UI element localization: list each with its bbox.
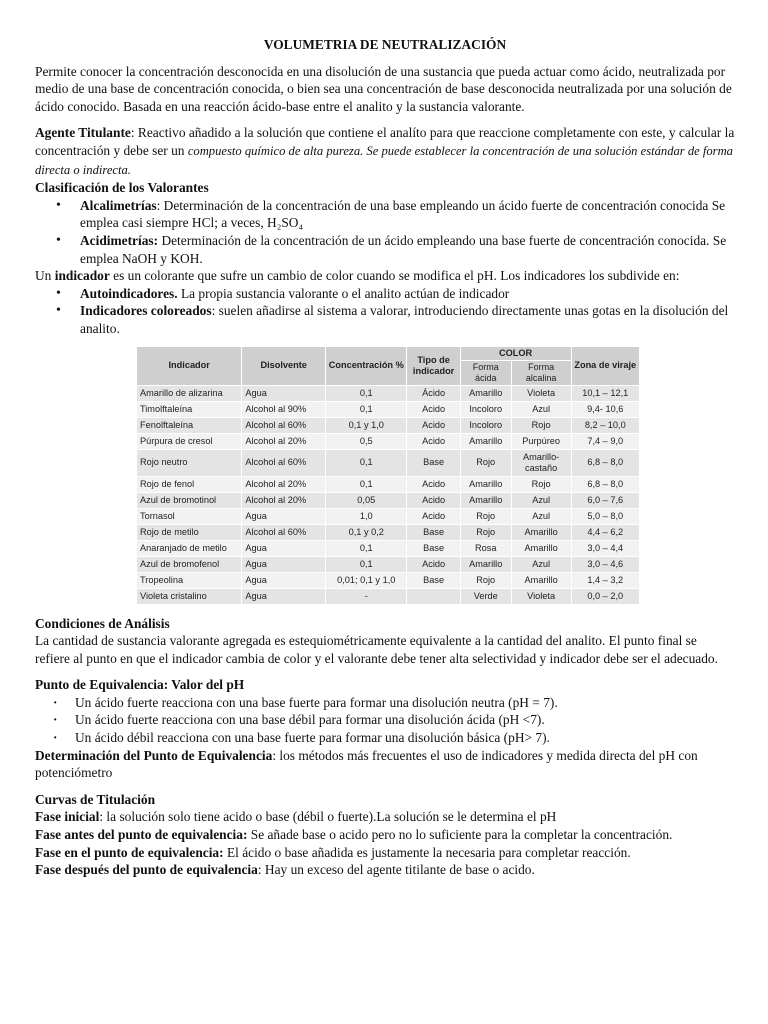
header-forma-acida: Forma ácida	[460, 360, 511, 385]
cell-zona: 9,4- 10,6	[571, 401, 640, 417]
cell-forma-acida: Amarillo	[460, 385, 511, 401]
cell-concentracion: 0,5	[326, 433, 407, 449]
cell-forma-acida: Amarillo	[460, 492, 511, 508]
equivalencia-list	[35, 694, 735, 747]
indicator-table-wrapper	[136, 346, 640, 605]
curvas-line: Fase en el punto de equivalencia: El ácido o base añadida es justamente la necesaria para completar reacción.	[35, 844, 631, 860]
cell-forma-alcalina: Azul	[511, 556, 571, 572]
cell-disolvente: Agua	[242, 588, 326, 604]
cell-forma-alcalina: Azul	[511, 401, 571, 417]
determinacion-paragraph: Determinación del Punto de Equivalencia: los métodos más frecuentes el uso de indicadores y medida directa del pH con potenciómetro	[35, 747, 698, 781]
cell-disolvente: Alcohol al 20%	[242, 492, 326, 508]
cell-zona: 1,4 – 3,2	[571, 572, 640, 588]
header-tipo: Tipo de indicador	[407, 346, 460, 385]
list-item: • Autoindicadores. La propia sustancia valorante o el analito actúan de indicador	[80, 285, 735, 303]
cell-forma-acida: Rojo	[460, 449, 511, 476]
cell-tipo: Base	[407, 572, 460, 588]
cell-zona: 6,0 – 7,6	[571, 492, 640, 508]
cell-forma-acida: Verde	[460, 588, 511, 604]
table-row	[137, 433, 640, 449]
cell-forma-acida: Incoloro	[460, 401, 511, 417]
indicador-list	[35, 285, 735, 338]
cell-zona: 6,8 – 8,0	[571, 449, 640, 476]
cell-concentracion: 0,1	[326, 556, 407, 572]
cell-tipo	[407, 588, 460, 604]
cell-disolvente: Agua	[242, 556, 326, 572]
cell-concentracion: 0,1	[326, 385, 407, 401]
intro-paragraph: Permite conocer la concentración desconocida en una disolución de una sustancia que pueda actuar como ácido, neutralizada por medio de una base de concentración conocida, o bien sea una concentración de base desconocida neutralizada por una solución de ácido conocido. Basada en una reacción ácido-base entre el analito y la sustancia valorante.	[35, 63, 732, 114]
cell-forma-acida: Rosa	[460, 540, 511, 556]
cell-forma-acida: Rojo	[460, 508, 511, 524]
agente-titulante-paragraph	[35, 124, 735, 179]
cell-zona: 6,8 – 8,0	[571, 476, 640, 492]
cell-tipo: Acido	[407, 476, 460, 492]
table-row	[137, 588, 640, 604]
cell-indicador: Violeta cristalino	[137, 588, 242, 604]
table-row	[137, 492, 640, 508]
cell-tipo: Acido	[407, 508, 460, 524]
page-title: VOLUMETRIA DE NEUTRALIZACIÓN	[263, 37, 507, 52]
header-concentracion: Concentración %	[326, 346, 407, 385]
cell-zona: 4,4 – 6,2	[571, 524, 640, 540]
cell-tipo: Base	[407, 540, 460, 556]
cell-forma-acida: Incoloro	[460, 417, 511, 433]
cell-tipo: Base	[407, 524, 460, 540]
header-zona: Zona de viraje	[571, 346, 640, 385]
indicator-table-body	[137, 385, 640, 604]
cell-indicador: Amarillo de alizarina	[137, 385, 242, 401]
cell-disolvente: Agua	[242, 572, 326, 588]
cell-indicador: Rojo de metilo	[137, 524, 242, 540]
cell-disolvente: Agua	[242, 540, 326, 556]
table-row	[137, 508, 640, 524]
cell-concentracion: 0,1	[326, 540, 407, 556]
curvas-heading: Curvas de Titulación	[35, 791, 156, 807]
cell-forma-alcalina: Violeta	[511, 588, 571, 604]
cell-zona: 10,1 – 12,1	[571, 385, 640, 401]
agente-label: Agente Titulante	[35, 125, 131, 141]
cell-disolvente: Alcohol al 90%	[242, 401, 326, 417]
cell-disolvente: Alcohol al 60%	[242, 449, 326, 476]
cell-disolvente: Alcohol al 60%	[242, 524, 326, 540]
cell-disolvente: Alcohol al 20%	[242, 433, 326, 449]
list-item: • Acidimetrías: Determinación de la concentración de un ácido empleando una base fuerte de concentración conocida. Se emplea NaOH y KOH.	[80, 232, 735, 267]
cell-forma-alcalina: Rojo	[511, 476, 571, 492]
cell-tipo: Acido	[407, 433, 460, 449]
cell-indicador: Azul de bromotinol	[137, 492, 242, 508]
equivalencia-heading: Punto de Equivalencia: Valor del pH	[35, 677, 245, 693]
cell-forma-alcalina: Azul	[511, 508, 571, 524]
cell-forma-acida: Amarillo	[460, 556, 511, 572]
curvas-line: Fase antes del punto de equivalencia: Se añade base o acido pero no lo suficiente para la completar la concentración.	[35, 827, 673, 843]
cell-indicador: Anaranjado de metilo	[137, 540, 242, 556]
list-item: • Indicadores coloreados: suelen añadirse al sistema a valorar, introduciendo directamente unas gotas en la disolución del analito.	[80, 302, 735, 337]
table-row	[137, 401, 640, 417]
indicador-paragraph: Un indicador es un colorante que sufre un cambio de color cuando se modifica el pH. Los indicadores los subdivide en:	[35, 268, 680, 284]
cell-zona: 0,0 – 2,0	[571, 588, 640, 604]
header-forma-alcalina: Forma alcalina	[511, 360, 571, 385]
cell-forma-alcalina: Amarillo-castaño	[511, 449, 571, 476]
cell-indicador: Fenolftaleína	[137, 417, 242, 433]
cell-forma-alcalina: Violeta	[511, 385, 571, 401]
clasificacion-list	[35, 197, 735, 267]
cell-zona: 3,0 – 4,4	[571, 540, 640, 556]
list-item: · Un ácido fuerte reacciona con una base fuerte para formar una disolución neutra (pH = 7).	[75, 694, 735, 712]
cell-concentracion: 0,01; 0,1 y 1,0	[326, 572, 407, 588]
table-row	[137, 476, 640, 492]
table-row	[137, 385, 640, 401]
cell-indicador: Púrpura de cresol	[137, 433, 242, 449]
cell-tipo: Acido	[407, 401, 460, 417]
table-row	[137, 417, 640, 433]
cell-indicador: Tropeolina	[137, 572, 242, 588]
cell-zona: 8,2 – 10,0	[571, 417, 640, 433]
cell-concentracion: 0,05	[326, 492, 407, 508]
cell-indicador: Timolftaleína	[137, 401, 242, 417]
list-item: · Un ácido débil reacciona con una base fuerte para formar una disolución básica (pH> 7).	[75, 729, 735, 747]
agente-text: : Reactivo añadido a la solución que contiene el analíto para que reaccione completamente con este, y calcular la concentración y debe ser un	[35, 125, 735, 158]
cell-tipo: Acido	[407, 492, 460, 508]
cell-forma-alcalina: Purpúreo	[511, 433, 571, 449]
cell-forma-acida: Amarillo	[460, 433, 511, 449]
cell-forma-alcalina: Amarillo	[511, 524, 571, 540]
header-color: COLOR	[460, 346, 571, 360]
cell-concentracion: -	[326, 588, 407, 604]
table-row	[137, 524, 640, 540]
table-row	[137, 556, 640, 572]
cell-tipo: Acido	[407, 417, 460, 433]
cell-forma-alcalina: Amarillo	[511, 540, 571, 556]
cell-concentracion: 0,1 y 0,2	[326, 524, 407, 540]
cell-indicador: Rojo de fenol	[137, 476, 242, 492]
indicator-table	[136, 346, 640, 605]
cell-forma-alcalina: Amarillo	[511, 572, 571, 588]
cell-disolvente: Alcohol al 20%	[242, 476, 326, 492]
curvas-line: Fase inicial: la solución solo tiene acido o base (débil o fuerte).La solución se le determina el pH	[35, 809, 557, 825]
cell-forma-acida: Amarillo	[460, 476, 511, 492]
cell-concentracion: 0,1 y 1,0	[326, 417, 407, 433]
clasificacion-heading: Clasificación de los Valorantes	[35, 180, 209, 196]
cell-concentracion: 0,1	[326, 476, 407, 492]
list-item: • Alcalimetrías: Determinación de la concentración de una base empleando un ácido fuerte de concentración conocida Se emplea casi siempre HCl; a veces, H₂SO₄	[80, 197, 735, 232]
cell-zona: 3,0 – 4,6	[571, 556, 640, 572]
cell-concentracion: 1,0	[326, 508, 407, 524]
cell-concentracion: 0,1	[326, 449, 407, 476]
cell-tipo: Base	[407, 449, 460, 476]
cell-forma-alcalina: Rojo	[511, 417, 571, 433]
header-disolvente: Disolvente	[242, 346, 326, 385]
cell-concentracion: 0,1	[326, 401, 407, 417]
cell-zona: 7,4 – 9,0	[571, 433, 640, 449]
curvas-line: Fase después del punto de equivalencia: Hay un exceso del agente titilante de base o acido.	[35, 862, 535, 878]
cell-tipo: Ácido	[407, 385, 460, 401]
cell-zona: 5,0 – 8,0	[571, 508, 640, 524]
header-indicador: Indicador	[137, 346, 242, 385]
cell-disolvente: Agua	[242, 508, 326, 524]
cell-indicador: Rojo neutro	[137, 449, 242, 476]
condiciones-heading: Condiciones de Análisis	[35, 615, 170, 631]
agente-italic-text: compuesto químico de alta pureza. Se puede establecer la concentración de una solución estándar de forma directa o indirecta.	[35, 143, 733, 177]
cell-forma-acida: Rojo	[460, 572, 511, 588]
cell-disolvente: Agua	[242, 385, 326, 401]
table-row	[137, 540, 640, 556]
cell-forma-acida: Rojo	[460, 524, 511, 540]
list-item: · Un ácido fuerte reacciona con una base débil para formar una disolución ácida (pH <7).	[75, 711, 735, 729]
condiciones-text: La cantidad de sustancia valorante agregada es estequiométricamente equivalente a la cantidad del analito. El punto final se refiere al punto en que el indicador cambia de color y el valorante debe tener alta selectividad y indicador debe ser el adecuado.	[35, 633, 718, 666]
cell-disolvente: Alcohol al 60%	[242, 417, 326, 433]
cell-forma-alcalina: Azul	[511, 492, 571, 508]
cell-indicador: Tornasol	[137, 508, 242, 524]
document-page	[35, 36, 735, 879]
cell-tipo: Acido	[407, 556, 460, 572]
table-row	[137, 449, 640, 476]
cell-indicador: Azul de bromofenol	[137, 556, 242, 572]
table-row	[137, 572, 640, 588]
